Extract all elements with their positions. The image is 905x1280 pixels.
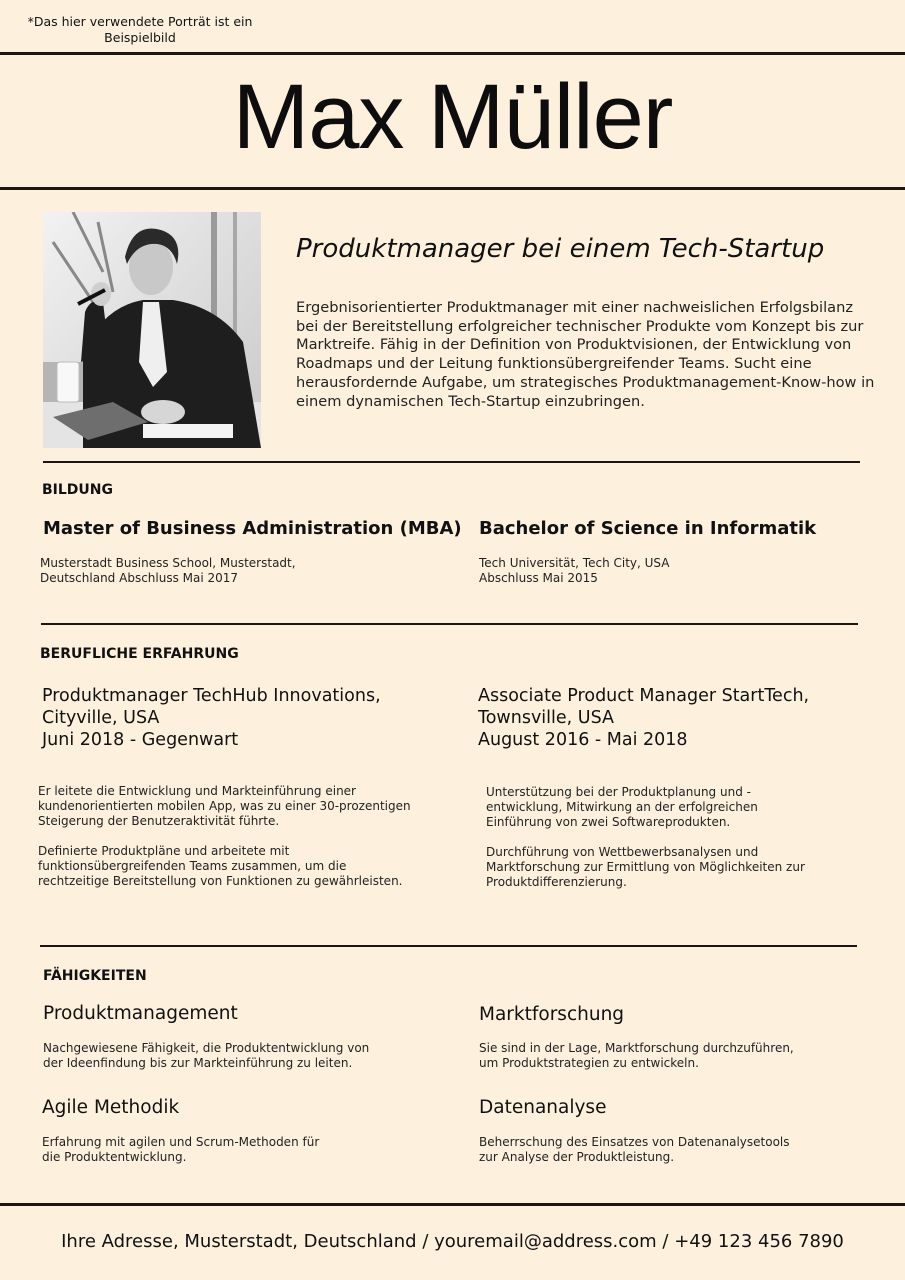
section-divider-education bbox=[43, 461, 860, 463]
education-details-line-2: Abschluss Mai 2015 bbox=[479, 571, 598, 585]
skill-description-line-2: der Ideenfindung bis zur Markteinführung zu leiten. bbox=[43, 1056, 353, 1070]
disclaimer-line-2: Beispielbild bbox=[104, 30, 176, 45]
skill-description-line-1: Erfahrung mit agilen und Scrum-Methoden für bbox=[42, 1135, 320, 1149]
skill-name: Agile Methodik bbox=[42, 1097, 180, 1118]
header-bottom-rule bbox=[0, 187, 905, 190]
profile-summary: Ergebnisorientierter Produktmanager mit einer nachweislichen Erfolgsbilanz bei der Bereitstellung erfolgreicher technischer Produkte vom Konzept bis zur Marktreife. Fähig in der Definition von Produktvisionen, der Entwicklung von Roadmaps und der Leitung funktionsübergreifender Teams. Sucht eine herausfordernde Aufgabe, um strategisches Produktmanagement-Know-how in einem dynamischen Tech-Startup einzubringen. bbox=[296, 299, 875, 410]
skill-description bbox=[479, 1135, 879, 1165]
experience-item-header bbox=[42, 685, 462, 751]
skill-item bbox=[42, 1097, 442, 1165]
section-divider-experience bbox=[41, 623, 858, 625]
portrait-image-icon bbox=[43, 212, 261, 448]
candidate-name: Max Müller bbox=[232, 66, 673, 168]
experience-period: August 2016 - Mai 2018 bbox=[478, 730, 688, 750]
section-heading-experience: BERUFLICHE ERFAHRUNG bbox=[40, 646, 239, 662]
experience-role: Associate Product Manager StartTech, bbox=[478, 686, 810, 706]
skill-description-line-2: zur Analyse der Produktleistung. bbox=[479, 1150, 675, 1164]
contact-info: Ihre Adresse, Musterstadt, Deutschland / youremail@address.com / +49 123 456 7890 bbox=[61, 1231, 844, 1252]
skill-description-line-1: Beherrschung des Einsatzes von Datenanalysetools bbox=[479, 1135, 790, 1149]
skill-description bbox=[479, 1041, 879, 1071]
target-position: Produktmanager bei einem Tech-Startup bbox=[296, 234, 825, 264]
experience-bullet: Definierte Produktpläne und arbeitete mit funktionsübergreifenden Teams zusammen, um die rechtzeitige Bereitstellung von Funktionen zu gewährleisten. bbox=[38, 844, 403, 888]
education-details-line-1: Tech Universität, Tech City, USA bbox=[479, 556, 670, 570]
skill-item bbox=[479, 1097, 879, 1165]
degree-title: Master of Business Administration (MBA) bbox=[43, 518, 462, 539]
experience-bullet: Unterstützung bei der Produktplanung und -entwicklung, Mitwirkung an der erfolgreichen Einführung von zwei Softwareprodukten. bbox=[486, 785, 758, 829]
experience-period: Juni 2018 - Gegenwart bbox=[42, 730, 239, 750]
skill-description-line-2: die Produktentwicklung. bbox=[42, 1150, 187, 1164]
experience-description bbox=[486, 785, 806, 890]
experience-item-header bbox=[478, 685, 878, 751]
header-top-rule bbox=[0, 52, 905, 55]
skill-description-line-1: Nachgewiesene Fähigkeit, die Produktentwicklung von bbox=[43, 1041, 370, 1055]
portrait-photo bbox=[43, 212, 261, 448]
education-item bbox=[43, 518, 463, 540]
education-details-line-1: Musterstadt Business School, Musterstadt, bbox=[40, 556, 296, 570]
skill-name: Datenanalyse bbox=[479, 1097, 607, 1118]
skill-description-line-1: Sie sind in der Lage, Marktforschung durchzuführen, bbox=[479, 1041, 794, 1055]
education-item bbox=[479, 518, 879, 540]
education-details-line-2: Deutschland Abschluss Mai 2017 bbox=[40, 571, 239, 585]
disclaimer-line-1: *Das hier verwendete Porträt ist ein bbox=[27, 14, 253, 29]
section-heading-skills: FÄHIGKEITEN bbox=[43, 968, 147, 984]
skill-description bbox=[42, 1135, 442, 1165]
education-details bbox=[479, 556, 879, 586]
section-divider-skills bbox=[40, 945, 857, 947]
footer-rule bbox=[0, 1203, 905, 1206]
experience-bullet: Er leitete die Entwicklung und Markteinführung einer kundenorientierten mobilen App, was zu einer 30-prozentigen Steigerung der Benutzeraktivität führte. bbox=[38, 784, 411, 828]
skill-name: Produktmanagement bbox=[43, 1003, 238, 1024]
skill-item bbox=[43, 1003, 443, 1071]
skill-description-line-2: um Produktstrategien zu entwickeln. bbox=[479, 1056, 699, 1070]
skill-description bbox=[43, 1041, 443, 1071]
education-details bbox=[40, 556, 440, 586]
experience-location: Townsville, USA bbox=[478, 708, 614, 728]
skill-item bbox=[479, 1004, 879, 1071]
experience-bullet: Durchführung von Wettbewerbsanalysen und Marktforschung zur Ermittlung von Möglichkeiten zur Produktdifferenzierung. bbox=[486, 845, 805, 889]
experience-location: Cityville, USA bbox=[42, 708, 160, 728]
portrait-disclaimer bbox=[22, 14, 258, 46]
experience-role: Produktmanager TechHub Innovations, bbox=[42, 686, 381, 706]
skill-name: Marktforschung bbox=[479, 1004, 625, 1025]
experience-description bbox=[38, 784, 418, 889]
section-heading-education: BILDUNG bbox=[42, 482, 113, 498]
degree-title: Bachelor of Science in Informatik bbox=[479, 518, 817, 539]
